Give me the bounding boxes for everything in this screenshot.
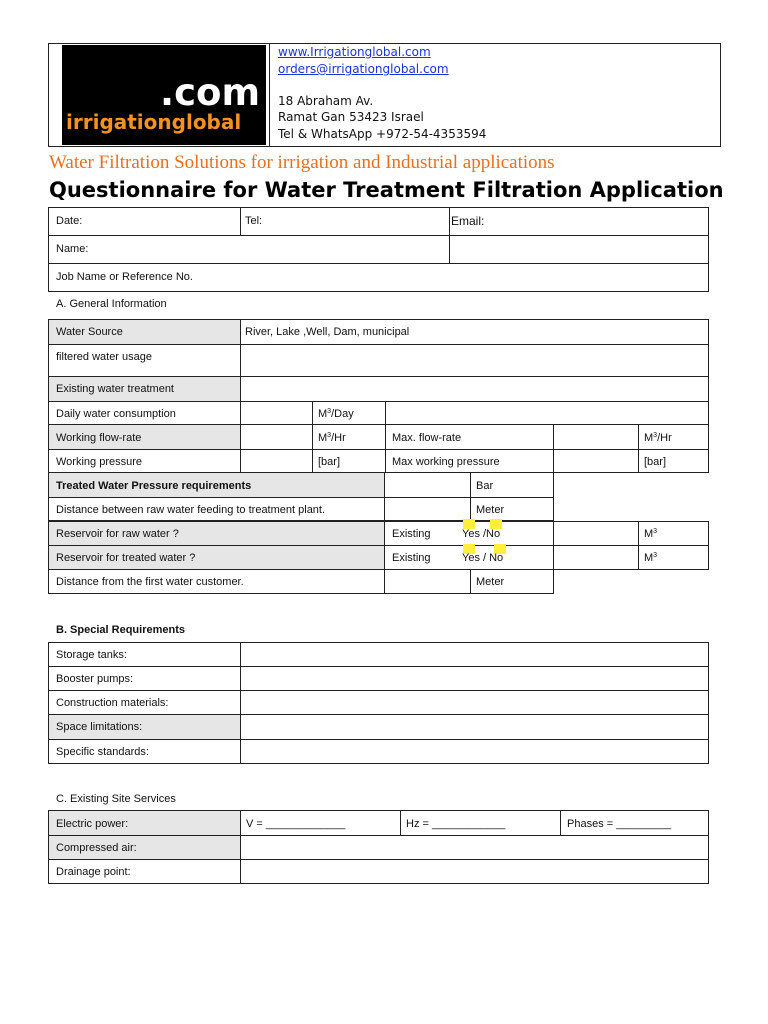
- compressed-air-label: Compressed air:: [56, 842, 137, 854]
- reservoir-raw-unit: $M^3$: [644, 528, 658, 540]
- company-logo: [62, 45, 266, 145]
- working-flow-label: Working flow-rate: [56, 432, 142, 444]
- working-pressure-unit: [bar]: [318, 456, 341, 468]
- max-pressure-unit: [bar]: [644, 456, 667, 468]
- reservoir-raw-label: Reservoir for raw water ?: [56, 528, 179, 540]
- treated-pressure-label: Treated Water Pressure requirements: [56, 480, 252, 492]
- distance-raw-unit: Meter: [476, 504, 505, 516]
- email-link[interactable]: orders@irrigationglobal.com: [278, 62, 449, 76]
- daily-consumption-label: Daily water consumption: [56, 408, 176, 420]
- phases-field[interactable]: Phases = _________: [567, 818, 672, 830]
- max-flow-label: Max. flow-rate: [392, 432, 462, 444]
- logo-name-text: irrigationglobal: [66, 110, 242, 134]
- date-label: Date:: [56, 215, 83, 227]
- treated-pressure-unit: Bar: [476, 480, 494, 492]
- section-b-heading: B. Special Requirements: [56, 624, 185, 636]
- job-reference-label: Job Name or Reference No.: [56, 271, 193, 283]
- website-link[interactable]: www.Irrigationglobal.com: [278, 45, 431, 59]
- tel-label: Tel:: [245, 215, 263, 227]
- max-flow-unit: $M^3/Hr$: [644, 432, 672, 444]
- max-pressure-label: Max working pressure: [392, 456, 500, 468]
- distance-customer-label: Distance from the first water customer.: [56, 576, 244, 588]
- tagline: Water Filtration Solutions for irrigation and Industrial applications: [49, 152, 555, 173]
- reservoir-raw-existing: Existing: [392, 528, 431, 540]
- section-c-heading: C. Existing Site Services: [56, 793, 176, 805]
- construction-materials-label: Construction materials:: [56, 697, 169, 709]
- electric-power-label: Electric power:: [56, 818, 129, 830]
- page-title: Questionnaire for Water Treatment Filtration Application: [49, 178, 724, 202]
- filtered-usage-label: filtered water usage: [56, 351, 152, 363]
- distance-customer-unit: Meter: [476, 576, 505, 588]
- specific-standards-label: Specific standards:: [56, 746, 149, 758]
- distance-raw-label: Distance between raw water feeding to treatment plant.: [56, 504, 326, 516]
- section-a-heading: A. General Information: [56, 298, 167, 310]
- phone-text: Tel & WhatsApp +972-54-4353594: [278, 127, 487, 141]
- reservoir-treated-label: Reservoir for treated water ?: [56, 552, 196, 564]
- address-line-2: Ramat Gan 53423 Israel: [278, 110, 424, 124]
- reservoir-treated-unit: $M^3$: [644, 552, 658, 564]
- letterhead-divider: [269, 43, 270, 147]
- daily-unit: $M^3$/Day: [318, 408, 354, 420]
- working-flow-unit: $M^3/Hr$: [318, 432, 346, 444]
- name-label: Name:: [56, 243, 89, 255]
- booster-pumps-label: Booster pumps:: [56, 673, 134, 685]
- space-limitations-label: Space limitations:: [56, 721, 143, 733]
- address-line-1: 18 Abraham Av.: [278, 94, 374, 108]
- hertz-field[interactable]: Hz = ____________: [406, 818, 506, 830]
- email-label: Email:: [451, 214, 485, 228]
- storage-tanks-label: Storage tanks:: [56, 649, 127, 661]
- drainage-point-label: Drainage point:: [56, 866, 131, 878]
- logo-com-text: .com: [160, 71, 260, 114]
- water-source-options: River, Lake ,Well, Dam, municipal: [245, 326, 410, 338]
- voltage-field[interactable]: V = _____________: [246, 818, 346, 830]
- working-pressure-label: Working pressure: [56, 456, 142, 468]
- existing-treatment-label: Existing water treatment: [56, 383, 174, 395]
- reservoir-treated-yes-no[interactable]: Yes / No: [462, 552, 504, 564]
- water-source-label: Water Source: [56, 326, 123, 338]
- reservoir-treated-existing: Existing: [392, 552, 431, 564]
- reservoir-raw-yes-no[interactable]: Yes /No: [462, 528, 501, 540]
